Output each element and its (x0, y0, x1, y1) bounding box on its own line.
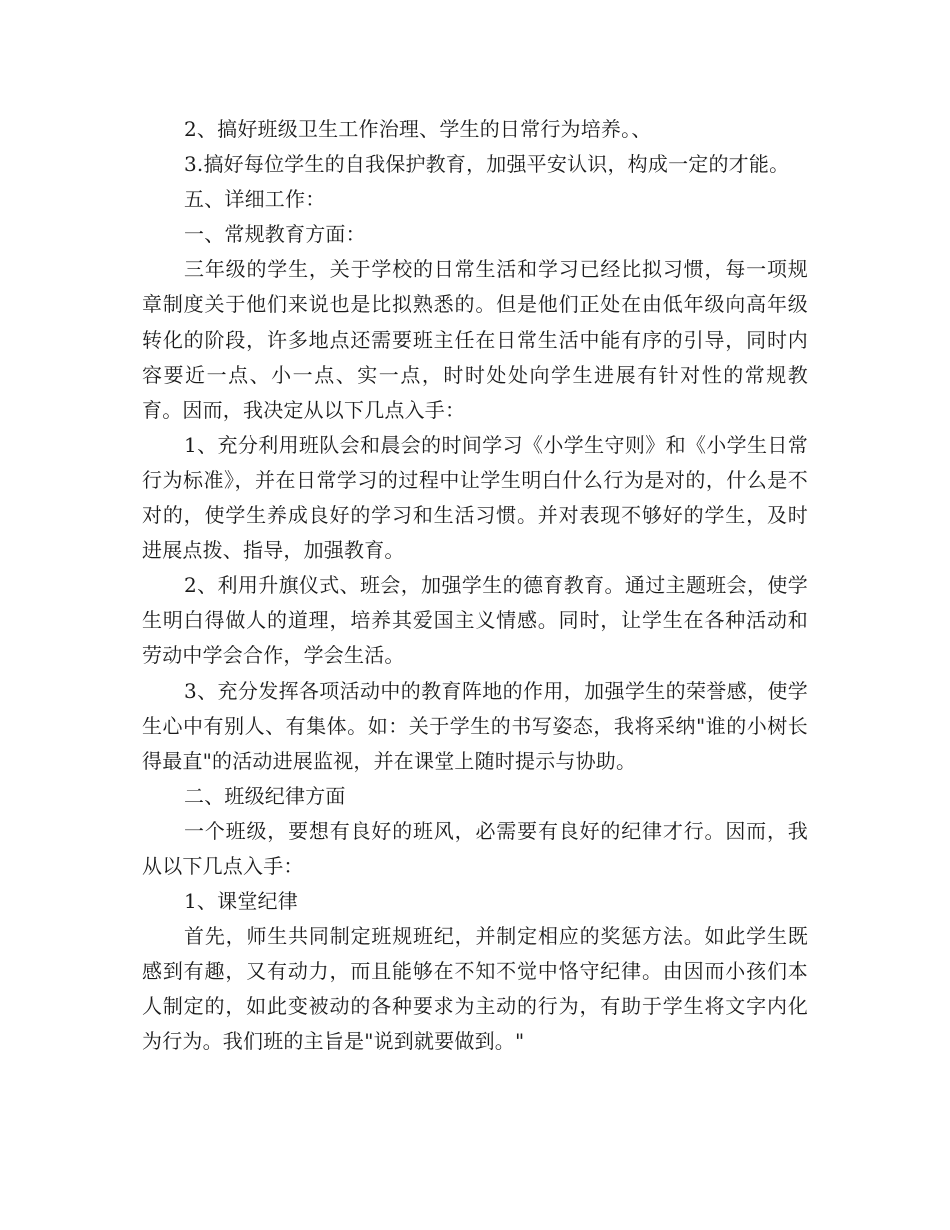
paragraph-class-rules: 首先，师生共同制定班规班纪，并制定相应的奖惩方法。如此学生既感到有趣，又有动力，而且能够在不知不觉中恪守纪律。由因而小孩们本人制定的，如此变被动的各种要求为主动的行为，有助于学生将文字内化为行为。我们班的主旨是"说到就要做到。" (142, 924, 808, 1054)
subheading-class-discipline: 二、班级纪律方面 (184, 783, 346, 808)
subheading-routine-education: 一、常规教育方面： (184, 222, 366, 247)
paragraph-class-meetings: 1、充分利用班队会和晨会的时间学习《小学生守则》和《小学生日常行为标准》，并在日常学习的过程中让学生明白什么行为是对的，什么是不对的，使学生养成良好的学习和生活习惯。并对表现不够好的学生，及时进展点拨、指导，加强教育。 (142, 432, 808, 563)
paragraph-moral-education: 2、利用升旗仪式、班会，加强学生的德育教育。通过主题班会，使学生明白得做人的道理，培养其爱国主义情感。同时，让学生在各种活动和劳动中学会合作，学会生活。 (142, 573, 808, 668)
section-heading-detailed-work: 五、详细工作： (184, 187, 326, 212)
paragraph-hygiene-management: 2、搞好班级卫生工作治理、学生的日常行为培养。、 (184, 117, 652, 141)
subheading-classroom-discipline: 1、课堂纪律 (184, 889, 298, 914)
paragraph-self-protection: 3.搞好每位学生的自我保护教育，加强平安认识，构成一定的才能。 (184, 152, 790, 177)
document-body (142, 112, 808, 1060)
paragraph-third-grade-students: 三年级的学生，关于学校的日常生活和学习已经比拟习惯，每一项规章制度关于他们来说也是比拟熟悉的。但是他们正处在由低年级向高年级转化的阶段，许多地点还需要班主任在日常生活中能有序的引导，同时内容要近一点、小一点、实一点，时时处处向学生进展有针对性的常规教育。因而，我决定从以下几点入手： (142, 257, 808, 422)
paragraph-discipline-intro: 一个班级，要想有良好的班风，必需要有良好的纪律才行。因而，我从以下几点入手： (142, 818, 808, 878)
paragraph-activities: 3、充分发挥各项活动中的教育阵地的作用，加强学生的荣誉感，使学生心中有别人、有集体。如：关于学生的书写姿态，我将采纳"谁的小树长得最直"的活动进展监视，并在课堂上随时提示与协助。 (142, 678, 808, 773)
